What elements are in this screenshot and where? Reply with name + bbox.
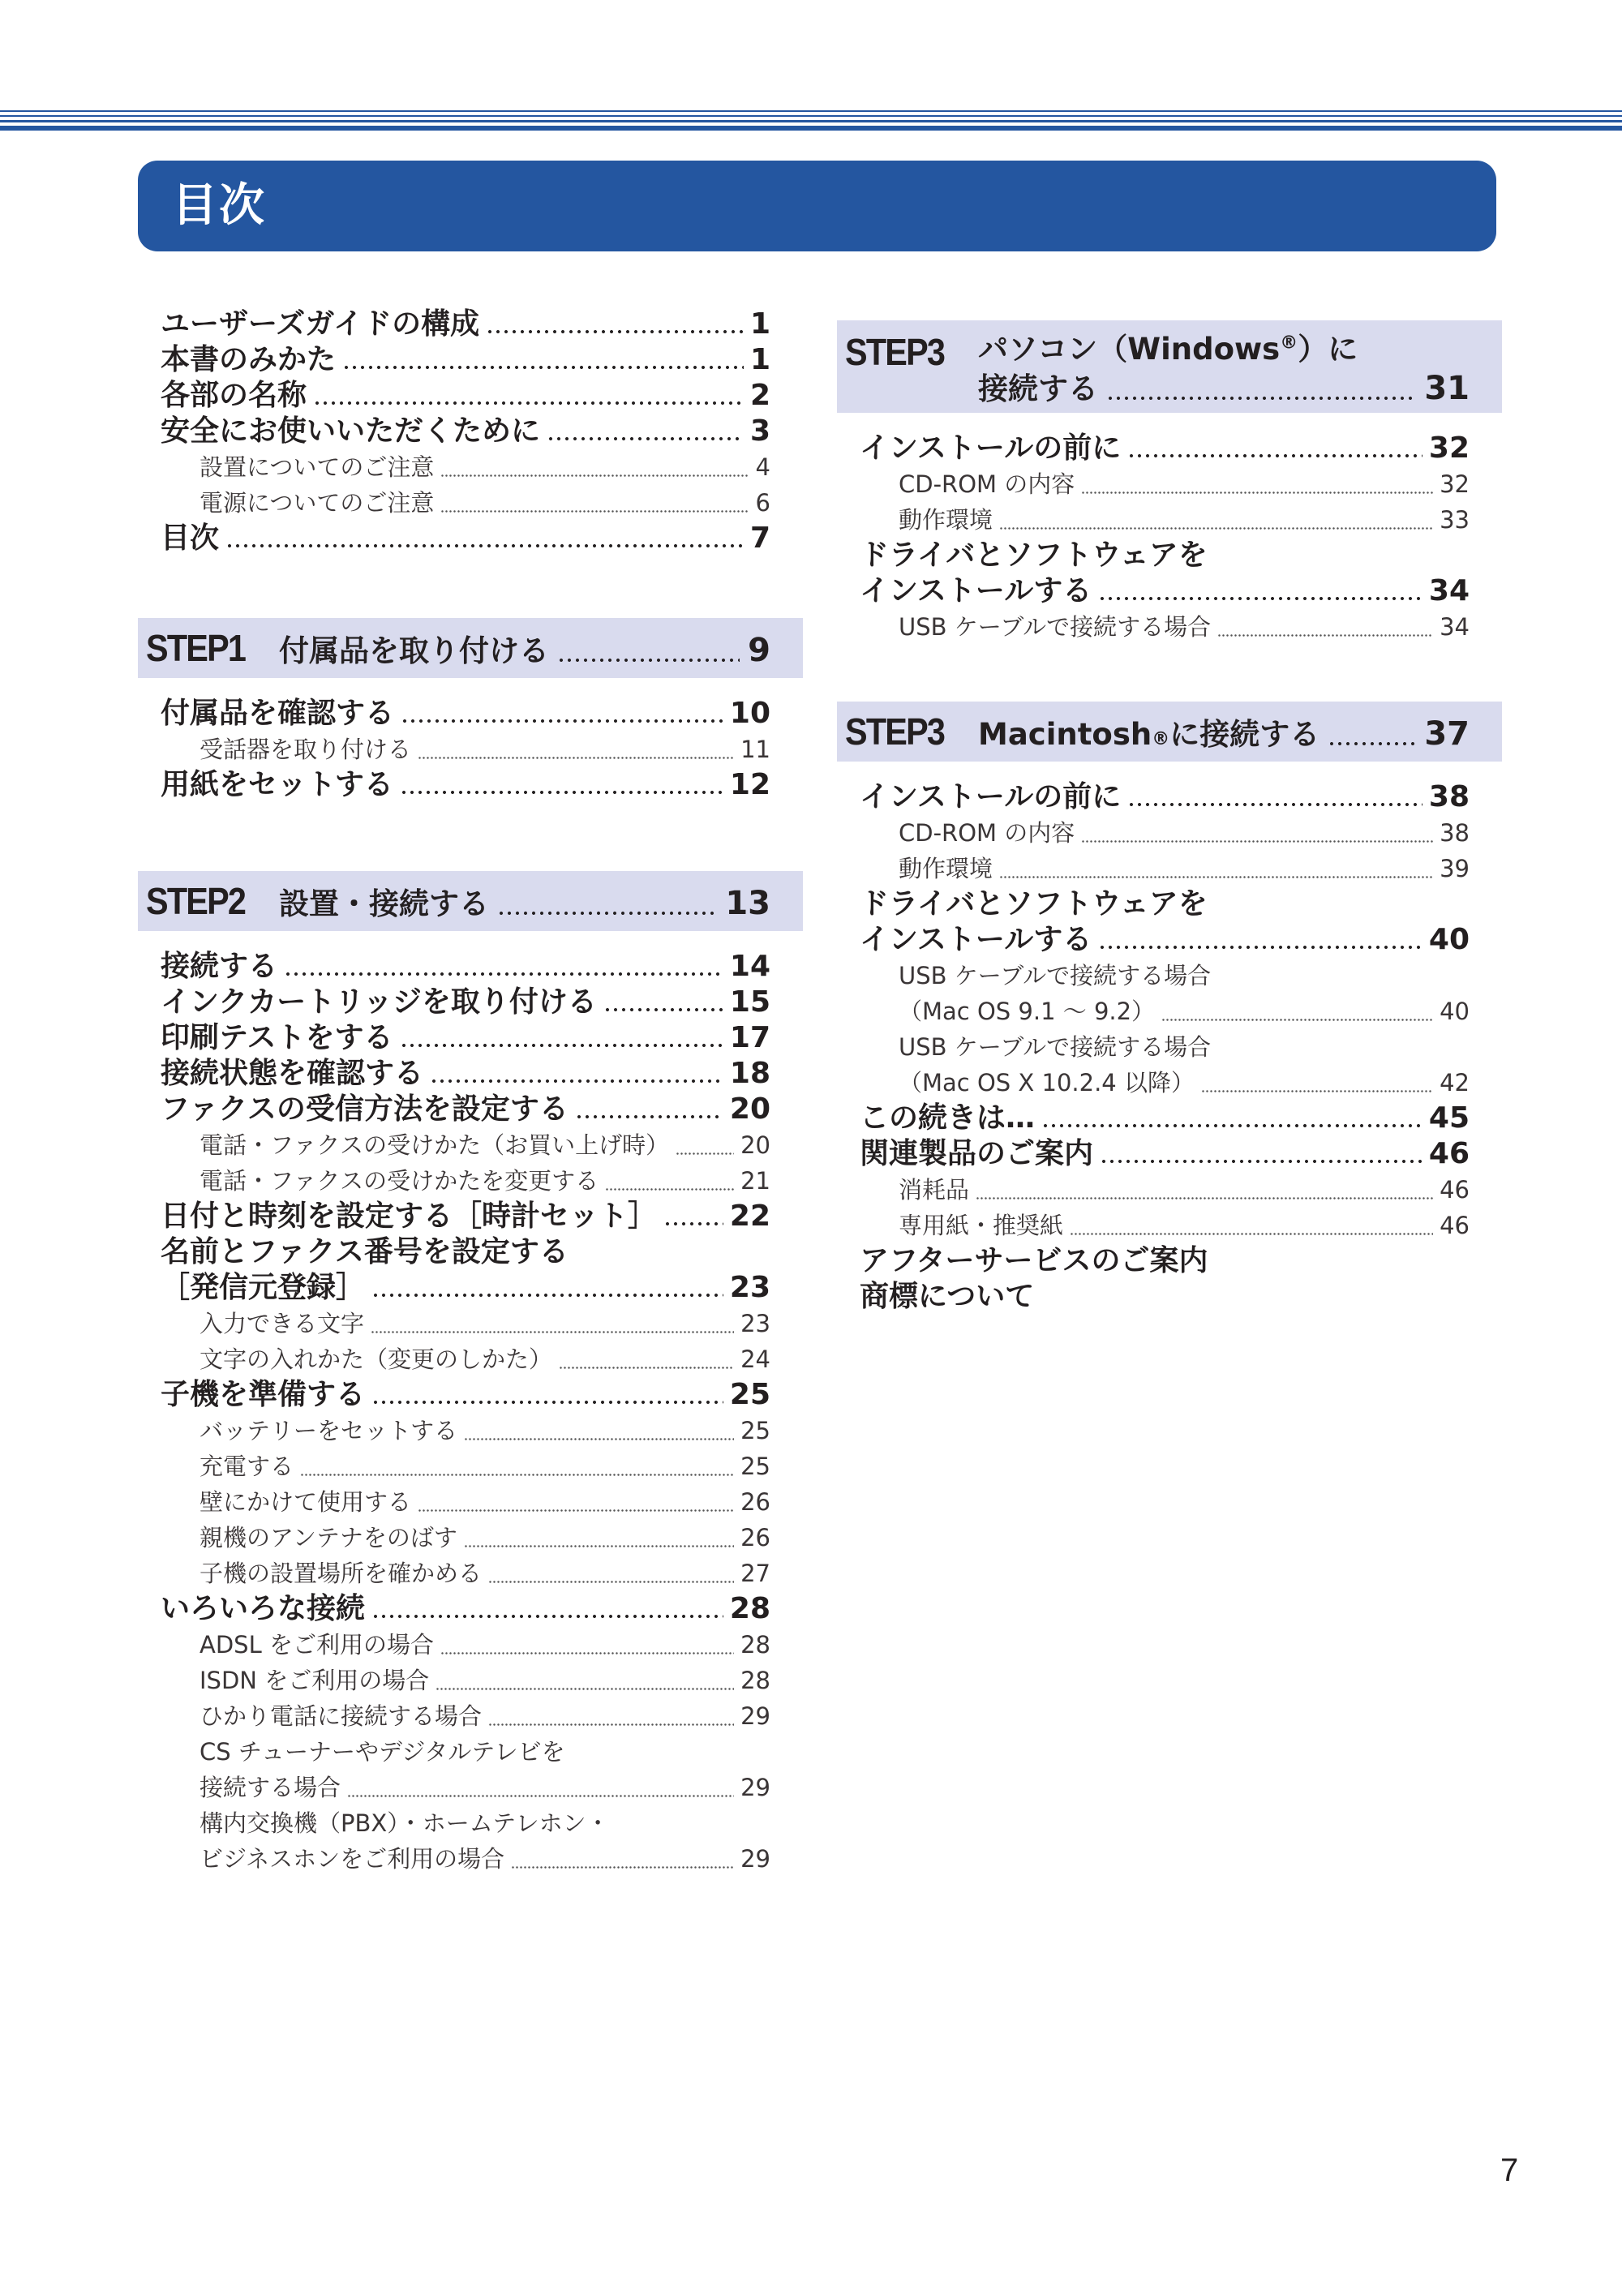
toc-subentry[interactable] — [837, 466, 1502, 502]
leader-dots — [1201, 1090, 1433, 1092]
page-title-banner — [138, 161, 1496, 251]
leader-dots — [436, 1688, 734, 1690]
toc-subentry[interactable] — [837, 1029, 1502, 1065]
toc-entry-label: 電源についてのご注意 — [200, 489, 435, 517]
leader-dots — [1100, 1160, 1422, 1163]
toc-entry-label: 専用紙・推奨紙 — [899, 1212, 1064, 1239]
toc-entry-label: 付属品を確認する — [161, 697, 395, 730]
toc-entry-label: 構内交換機（PBX）・ホームテレホン・ — [200, 1809, 610, 1837]
toc-entry[interactable] — [138, 1234, 803, 1270]
toc-entry-label: 電話・ファクスの受けかた（お買い上げ時） — [200, 1131, 670, 1159]
toc-entry[interactable] — [138, 949, 803, 985]
leader-dots — [1041, 1124, 1422, 1127]
toc-entry[interactable] — [138, 696, 803, 732]
leader-dots — [1070, 1233, 1433, 1235]
leader-dots — [1081, 491, 1433, 494]
registered-mark: ® — [1280, 333, 1298, 354]
step-title-line2: 接続する — [978, 371, 1098, 406]
toc-subentry[interactable] — [138, 1127, 803, 1163]
toc-entry-label: USB ケーブルで接続する場合 — [899, 962, 1212, 989]
toc-group-step3-windows — [837, 431, 1502, 645]
leader-dots — [575, 1115, 723, 1118]
toc-entry-page: 32 — [1440, 470, 1470, 498]
toc-subentry[interactable] — [837, 609, 1502, 645]
toc-right-column — [837, 320, 1502, 1315]
toc-entry-label: インストールの前に — [860, 780, 1122, 813]
leader-dots — [430, 1079, 723, 1083]
toc-entry-page: 21 — [740, 1167, 770, 1195]
toc-subentry[interactable] — [138, 1841, 803, 1877]
toc-entry-label: 日付と時刻を設定する［時計セット］ — [161, 1199, 658, 1233]
toc-entry-page: 24 — [740, 1345, 770, 1373]
toc-entry-label: 動作環境 — [899, 506, 993, 534]
toc-subentry[interactable] — [138, 1556, 803, 1591]
toc-entry-label: ひかり電話に接続する場合 — [200, 1702, 483, 1730]
leader-dots — [1106, 397, 1416, 400]
toc-entry-label: 壁にかけて使用する — [200, 1488, 412, 1516]
toc-entry[interactable] — [837, 922, 1502, 958]
toc-subentry[interactable] — [837, 1208, 1502, 1243]
toc-entry[interactable] — [138, 1020, 803, 1056]
toc-entry-page: 4 — [755, 453, 770, 481]
toc-entry-page: 40 — [1428, 923, 1470, 956]
leader-dots — [1217, 634, 1433, 637]
leader-dots — [488, 1723, 734, 1726]
toc-entry[interactable] — [138, 985, 803, 1020]
leader-dots — [676, 1152, 734, 1155]
toc-entry-label: 電話・ファクスの受けかたを変更する — [200, 1167, 599, 1195]
step-page: 37 — [1424, 715, 1470, 753]
toc-entry[interactable] — [837, 1101, 1502, 1136]
toc-entry-label: 各部の名称 — [161, 379, 307, 412]
toc-entry-label: 関連製品のご案内 — [860, 1137, 1094, 1170]
leader-dots — [1161, 1019, 1433, 1021]
toc-subentry[interactable] — [138, 449, 803, 485]
toc-entry-label: ビジネスホンをご利用の場合 — [200, 1845, 505, 1873]
toc-subentry[interactable] — [837, 1172, 1502, 1208]
toc-entry-label: この続きは… — [860, 1101, 1036, 1135]
toc-entry-label: 子機の設置場所を確かめる — [200, 1560, 483, 1587]
toc-entry-label: CS チューナーやデジタルテレビを — [200, 1738, 565, 1766]
toc-entry-page: 45 — [1428, 1101, 1470, 1135]
toc-entry-page: 20 — [740, 1131, 770, 1159]
toc-entry[interactable] — [138, 1056, 803, 1092]
toc-entry-page: 46 — [1428, 1137, 1470, 1170]
toc-entry-label: 印刷テストをする — [161, 1021, 393, 1054]
toc-entry-label: 動作環境 — [899, 855, 993, 882]
toc-entry-page: 1 — [749, 307, 770, 341]
toc-entry-label: インクカートリッジを取り付ける — [161, 985, 597, 1019]
leader-dots — [497, 912, 717, 915]
toc-entry-page: 2 — [749, 379, 770, 412]
toc-subentry[interactable] — [138, 1448, 803, 1484]
toc-entry-label: ファクスの受信方法を設定する — [161, 1092, 569, 1126]
leader-dots — [464, 1438, 734, 1440]
toc-entry-label: 商標について — [860, 1280, 1035, 1313]
toc-subentry[interactable] — [138, 485, 803, 521]
toc-entry[interactable] — [837, 431, 1502, 466]
toc-entry-page: 28 — [729, 1592, 770, 1625]
toc-entry-page: 28 — [740, 1631, 770, 1659]
toc-entry[interactable] — [837, 1136, 1502, 1172]
toc-entry-label: CD-ROM の内容 — [899, 819, 1075, 847]
toc-subentry[interactable] — [138, 1520, 803, 1556]
header-rule — [0, 115, 1622, 117]
toc-entry[interactable] — [138, 1377, 803, 1413]
leader-dots — [418, 1509, 734, 1512]
leader-dots — [1081, 840, 1433, 843]
toc-entry-label: USB ケーブルで接続する場合 — [899, 613, 1212, 641]
toc-entry-page: 17 — [729, 1021, 770, 1054]
leader-dots — [486, 330, 744, 333]
leader-dots — [225, 544, 744, 547]
step-page: 31 — [1424, 370, 1470, 407]
toc-group-step1 — [138, 696, 803, 803]
toc-subentry[interactable] — [138, 1805, 803, 1841]
toc-entry[interactable] — [138, 767, 803, 803]
toc-entry-page: 32 — [1428, 431, 1470, 465]
step-title: 付属品を取り付ける — [279, 633, 549, 668]
leader-dots — [511, 1866, 734, 1869]
leader-dots — [547, 437, 744, 440]
leader-dots — [999, 527, 1433, 530]
toc-subentry[interactable] — [138, 1734, 803, 1770]
toc-entry-label: ユーザーズガイドの構成 — [161, 307, 480, 341]
leader-dots — [440, 474, 749, 477]
toc-entry-page: 7 — [749, 521, 770, 555]
leader-dots — [400, 1044, 723, 1047]
toc-entry-page: 14 — [729, 950, 770, 983]
toc-entry[interactable] — [837, 573, 1502, 609]
toc-entry[interactable] — [138, 521, 803, 556]
toc-entry[interactable] — [837, 1243, 1502, 1279]
toc-entry-page: 20 — [729, 1092, 770, 1126]
leader-dots — [440, 1652, 734, 1654]
leader-dots — [371, 1401, 723, 1404]
step-tag: STEP2 — [146, 880, 246, 922]
toc-entry-page: 11 — [740, 736, 770, 763]
leader-dots — [313, 401, 744, 405]
toc-subentry[interactable] — [138, 1341, 803, 1377]
toc-entry-label: 目次 — [161, 521, 220, 555]
header-rule — [0, 110, 1622, 112]
toc-entry-page: 39 — [1440, 855, 1470, 882]
header-rule — [0, 126, 1622, 131]
toc-entry[interactable] — [837, 886, 1502, 922]
toc-entry-page: 46 — [1440, 1176, 1470, 1204]
toc-entry-label: バッテリーをセットする — [200, 1417, 458, 1444]
toc-entry-page: 29 — [740, 1774, 770, 1801]
toc-subentry[interactable] — [138, 1484, 803, 1520]
toc-group-intro — [138, 307, 803, 556]
toc-entry-label: 充電する — [200, 1453, 294, 1480]
toc-subentry[interactable] — [138, 1698, 803, 1734]
leader-dots — [284, 972, 723, 976]
leader-dots — [371, 1294, 723, 1297]
toc-entry[interactable] — [138, 414, 803, 449]
leader-dots — [1098, 946, 1422, 949]
toc-entry[interactable] — [138, 378, 803, 414]
toc-entry-page: 33 — [1440, 506, 1470, 534]
toc-entry-label: 文字の入れかた（変更のしかた） — [200, 1345, 553, 1373]
toc-entry-label: 名前とファクス番号を設定する — [161, 1235, 569, 1268]
page-number: 7 — [1500, 2152, 1519, 2188]
toc-subentry[interactable] — [138, 1663, 803, 1698]
toc-entry-page: 40 — [1440, 998, 1470, 1025]
toc-entry-page: 12 — [729, 768, 770, 801]
toc-entry-label: ADSL をご利用の場合 — [200, 1631, 434, 1659]
toc-entry[interactable] — [837, 779, 1502, 815]
step-title: Macintosh — [978, 717, 1152, 752]
toc-entry-page: 26 — [740, 1488, 770, 1516]
toc-entry-page: 23 — [740, 1310, 770, 1337]
toc-entry-page: 22 — [729, 1199, 770, 1233]
toc-subentry[interactable] — [138, 732, 803, 767]
toc-subentry[interactable] — [837, 1065, 1502, 1101]
toc-entry-page: 29 — [740, 1845, 770, 1873]
leader-dots — [488, 1581, 734, 1583]
step-title: 設置・接続する — [279, 886, 489, 921]
toc-entry-label: 用紙をセットする — [161, 768, 393, 801]
step1-header[interactable] — [138, 618, 803, 678]
leader-dots — [1127, 454, 1422, 457]
toc-entry-label: 本書のみかた — [161, 343, 337, 376]
toc-subentry[interactable] — [837, 958, 1502, 994]
toc-entry-label: 接続する場合 — [200, 1774, 341, 1801]
toc-entry[interactable] — [138, 307, 803, 342]
toc-entry[interactable] — [138, 1591, 803, 1627]
step3-windows-header[interactable] — [837, 320, 1502, 413]
toc-entry-label: 接続する — [161, 950, 278, 983]
leader-dots — [663, 1222, 723, 1225]
step-tag: STEP1 — [146, 627, 246, 669]
toc-entry-page: 6 — [755, 489, 770, 517]
toc-entry-page: 29 — [740, 1702, 770, 1730]
toc-entry-page: 28 — [740, 1667, 770, 1694]
toc-entry-label: 受話器を取り付ける — [200, 736, 412, 763]
toc-entry[interactable] — [138, 1199, 803, 1234]
toc-entry-page: 34 — [1440, 613, 1470, 641]
toc-entry-label: USB ケーブルで接続する場合 — [899, 1033, 1212, 1061]
leader-dots — [400, 791, 723, 794]
leader-dots — [605, 1188, 734, 1191]
toc-entry-label: 接続状態を確認する — [161, 1057, 424, 1090]
toc-subentry[interactable] — [837, 851, 1502, 886]
toc-entry-label: 入力できる文字 — [200, 1310, 365, 1337]
toc-entry-label: 消耗品 — [899, 1176, 970, 1204]
toc-entry-label: ドライバとソフトウェアを — [860, 539, 1208, 572]
leader-dots — [1127, 803, 1422, 806]
step-title-line1: パソコン（Windows — [978, 332, 1281, 367]
toc-entry-page: 15 — [729, 985, 770, 1019]
step-title-end: に接続する — [1169, 717, 1320, 752]
step2-header[interactable] — [138, 871, 803, 931]
leader-dots — [418, 757, 734, 759]
toc-entry-label: CD-ROM の内容 — [899, 470, 1075, 498]
toc-entry-page: 27 — [740, 1560, 770, 1587]
leader-dots — [401, 719, 723, 723]
toc-entry-label: 親機のアンテナをのばす — [200, 1524, 457, 1551]
step-page: 13 — [725, 885, 770, 922]
toc-entry[interactable] — [837, 538, 1502, 573]
step-title-line1-end: ）に — [1298, 332, 1358, 367]
leader-dots — [464, 1545, 734, 1547]
toc-entry-page: 10 — [729, 697, 770, 730]
toc-subentry[interactable] — [837, 994, 1502, 1029]
leader-dots — [300, 1474, 734, 1476]
toc-entry-page: 26 — [740, 1524, 770, 1551]
leader-dots — [440, 510, 749, 513]
toc-entry-label: ISDN をご利用の場合 — [200, 1667, 430, 1694]
toc-entry-label: いろいろな接続 — [161, 1592, 366, 1625]
toc-group-step3-mac — [837, 779, 1502, 1315]
toc-entry-label: アフターサービスのご案内 — [860, 1244, 1208, 1277]
step3-mac-header[interactable]: STEP3 Macintosh ® に接続する 37 — [837, 702, 1502, 762]
toc-entry-page: 34 — [1428, 574, 1470, 607]
leader-dots — [999, 876, 1433, 878]
leader-dots — [557, 659, 740, 662]
toc-entry-page: 3 — [749, 414, 770, 448]
toc-entry-label: 安全にお使いいただくために — [161, 414, 541, 448]
toc-entry-page: 42 — [1440, 1069, 1470, 1097]
toc-entry-page: 25 — [740, 1417, 770, 1444]
toc-entry-page: 23 — [729, 1271, 770, 1304]
toc-entry-label: （Mac OS X 10.2.4 以降） — [899, 1069, 1195, 1097]
toc-entry-page: 25 — [729, 1378, 770, 1411]
toc-subentry[interactable] — [138, 1627, 803, 1663]
leader-dots — [1098, 597, 1422, 600]
toc-left-column — [138, 307, 803, 1877]
toc-entry-page: 46 — [1440, 1212, 1470, 1239]
leader-dots — [371, 1615, 723, 1618]
toc-entry-label: 設置についてのご注意 — [200, 453, 435, 481]
toc-entry[interactable] — [138, 342, 803, 378]
toc-entry-page: 38 — [1440, 819, 1470, 847]
leader-dots — [1328, 742, 1416, 745]
toc-entry-label: インストールの前に — [860, 431, 1122, 465]
leader-dots — [371, 1331, 734, 1333]
toc-entry[interactable] — [138, 1092, 803, 1127]
toc-entry-page: 38 — [1428, 780, 1470, 813]
leader-dots — [603, 1008, 723, 1011]
leader-dots — [347, 1795, 734, 1797]
toc-subentry[interactable] — [138, 1163, 803, 1199]
toc-entry-label: インストールする — [860, 574, 1092, 607]
toc-entry-page: 1 — [749, 343, 770, 376]
header-rule — [0, 120, 1622, 122]
toc-subentry[interactable] — [837, 815, 1502, 851]
step-tag: STEP3 — [845, 710, 945, 753]
page-title: 目次 — [172, 179, 266, 232]
toc-entry-label: ドライバとソフトウェアを — [860, 887, 1208, 921]
toc-entry[interactable] — [138, 1270, 803, 1306]
toc-subentry[interactable] — [837, 502, 1502, 538]
leader-dots — [976, 1197, 1433, 1199]
toc-entry-page: 18 — [729, 1057, 770, 1090]
step-page: 9 — [748, 632, 770, 669]
toc-entry[interactable] — [837, 1279, 1502, 1315]
toc-entry-page: 25 — [740, 1453, 770, 1480]
leader-dots — [559, 1367, 734, 1369]
toc-entry-label: インストールする — [860, 923, 1092, 956]
step-tag: STEP3 — [845, 331, 945, 373]
toc-subentry[interactable] — [138, 1306, 803, 1341]
leader-dots — [342, 366, 744, 369]
toc-entry-label: 子機を準備する — [161, 1378, 366, 1411]
toc-entry-label: （Mac OS 9.1 ～ 9.2） — [899, 998, 1156, 1025]
toc-group-step2 — [138, 949, 803, 1877]
toc-entry-label: ［発信元登録］ — [161, 1271, 366, 1304]
toc-subentry[interactable] — [138, 1413, 803, 1448]
toc-subentry[interactable] — [138, 1770, 803, 1805]
